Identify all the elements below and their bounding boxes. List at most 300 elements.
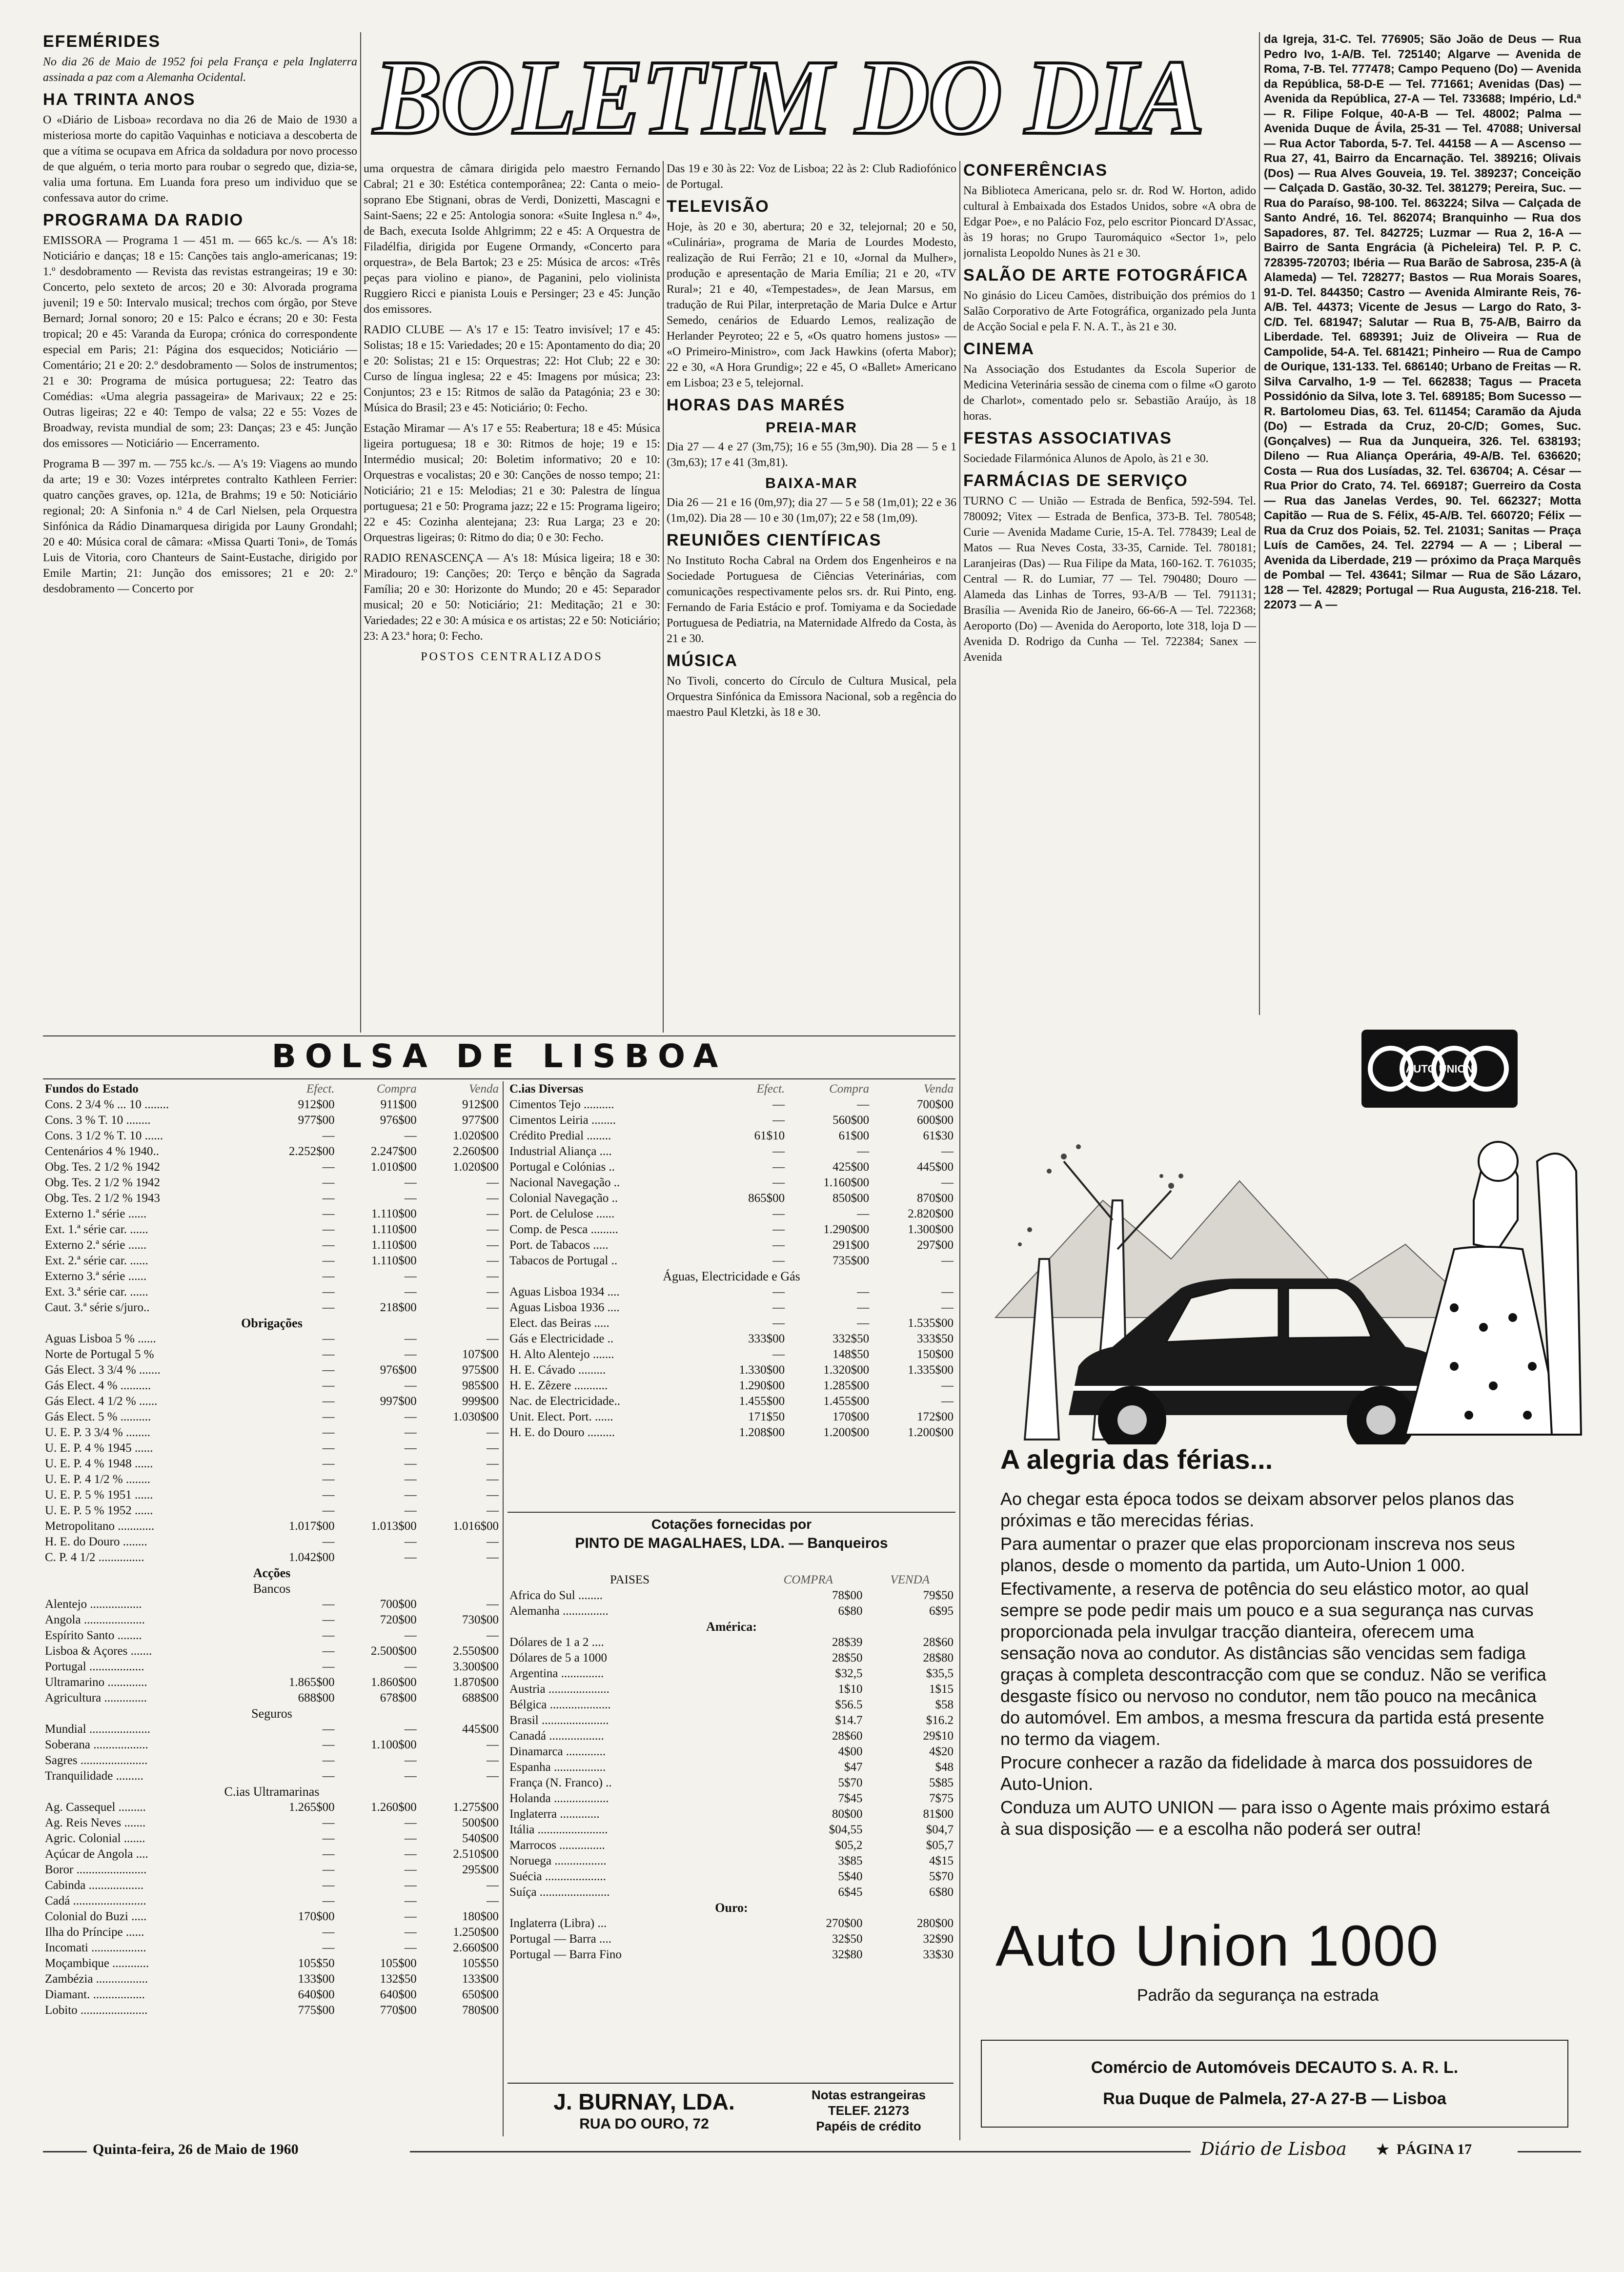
- row-value: —: [404, 1473, 417, 1486]
- row-value: 1.020$00: [453, 1160, 499, 1174]
- row-value: —: [404, 1176, 417, 1189]
- ad-brand: Auto Union 1000: [995, 1914, 1440, 1978]
- table-row: [43, 1097, 501, 1113]
- row-value: —: [322, 1207, 335, 1220]
- table-row: [508, 1931, 955, 1947]
- row-value: —: [404, 1723, 417, 1736]
- row-value: 1.455$00: [823, 1395, 870, 1408]
- row-value: —: [487, 1270, 499, 1283]
- row-label: Portugal — Barra Fino: [509, 1948, 622, 1961]
- row-value: —: [404, 1192, 417, 1205]
- row-label: Boror .......................: [45, 1863, 147, 1876]
- dealer-line-1: Comércio de Automóveis DECAUTO S. A. R. L.: [1091, 2058, 1459, 2077]
- table-row: [508, 1775, 955, 1791]
- row-label: Moçambique ............: [45, 1957, 149, 1970]
- row-value: 870$00: [917, 1192, 954, 1205]
- row-value: —: [857, 1145, 870, 1158]
- bolsa-rule-bottom: [43, 1078, 955, 1079]
- row-value: 28$60: [923, 1636, 954, 1649]
- farmacias-title: FARMÁCIAS DE SERVIÇO: [963, 471, 1188, 490]
- row-value: 2.260$00: [453, 1145, 499, 1158]
- burnay-telef: TELEF. 21273: [828, 2103, 910, 2118]
- row-value: 640$00: [298, 1988, 335, 2001]
- row-value: 1.110$00: [371, 1238, 417, 1252]
- table-row: [43, 1956, 501, 1971]
- auto-union-ad: [966, 1015, 1586, 2137]
- row-value: 6$80: [838, 1604, 863, 1618]
- row-label: Cadá ........................: [45, 1894, 146, 1907]
- row-label: Port. de Celulose ......: [509, 1207, 615, 1220]
- row-value: 133$00: [298, 1972, 335, 1986]
- row-label: Cons. 3 % T. 10 ........: [45, 1114, 151, 1127]
- row-value: 148$50: [832, 1348, 870, 1361]
- row-value: —: [322, 1488, 335, 1501]
- ad-body: [1000, 1488, 1552, 1840]
- row-value: 5$40: [838, 1870, 863, 1883]
- row-value: —: [404, 1129, 417, 1142]
- row-value: —: [322, 1847, 335, 1861]
- row-value: —: [404, 1816, 417, 1829]
- row-value: —: [941, 1176, 954, 1189]
- row-value: 333$00: [748, 1332, 785, 1345]
- row-value: 1.208$00: [739, 1426, 785, 1439]
- logo-text: AUTO UNION: [1405, 1063, 1474, 1075]
- table-row: [508, 1697, 955, 1713]
- row-value: —: [857, 1317, 870, 1330]
- row-value: —: [322, 1223, 335, 1236]
- ad-body-p1: Ao chegar esta época todos se deixam absorver pelos planos das próximas e tão merecidas férias.: [1000, 1489, 1514, 1530]
- row-value: —: [404, 1348, 417, 1361]
- row-value: —: [487, 1301, 499, 1314]
- row-label: Bélgica ....................: [509, 1698, 611, 1711]
- row-value: —: [322, 1332, 335, 1345]
- col2-renascenca: RADIO RENASCENÇA — A's 18: Música ligeira; 18 e 30: Miradouro; 19: Canções; 20: Terço e bênção da Sagrada Família; 20 e 30: Horizonte do Mundo; 20 e 45: Separador musical; 20 e 50: Noticiário; 21: Meditação; 21 e 30: Variedades; 22 e 30: A música e os artistas; 22 e 50: Noticiário; 23: A 23.ª hora; 0: Fecho.: [364, 552, 660, 643]
- table-row: [43, 1191, 501, 1206]
- burnay-name: J. BURNAY, LDA.: [553, 2089, 735, 2114]
- table-group-row: [43, 1784, 501, 1800]
- row-value: 1.260$00: [371, 1801, 417, 1814]
- row-value: 1.110$00: [371, 1254, 417, 1267]
- row-value: —: [772, 1238, 785, 1252]
- row-value: 170$00: [832, 1410, 870, 1423]
- row-value: 865$00: [748, 1192, 785, 1205]
- column-4: [963, 161, 1256, 1033]
- row-value: 78$00: [832, 1589, 863, 1602]
- bolsa-right-table: [508, 1081, 955, 1511]
- trinta-anos-text: O «Diário de Lisboa» recordava no dia 26 de Maio de 1930 a misteriosa morte do capitão Vaquinhas e noticiava a descoberta de que a vítima se ocupava em Africa da soldadura por novo processo de que alguém, o teria morto para roubar o segredo que, dizia-se, valia uma fortuna. Em Luanda fora preso um individuo que se confessava autor do crime.: [43, 114, 357, 204]
- row-value: —: [404, 1441, 417, 1455]
- row-label: Externo 2.ª série ......: [45, 1238, 147, 1252]
- table-row: [508, 1425, 955, 1440]
- row-label: Colonial Navegação ..: [509, 1192, 618, 1205]
- table-row: [43, 1831, 501, 1846]
- row-value: —: [404, 1769, 417, 1783]
- row-label: Açúcar de Angola ....: [45, 1847, 148, 1861]
- burnay-address: RUA DO OURO, 72: [579, 2116, 709, 2132]
- row-label: Gás Elect. 5 % ..........: [45, 1410, 151, 1423]
- cotacoes-title: Cotações fornecidas por: [651, 1517, 812, 1532]
- farmacias-text: TURNO C — União — Estrada de Benfica, 592-594. Tel. 780092; Vitex — Estrada de Benfica, 373-B. Tel. 780548; Curie — Avenida Madame Curie, 15-A. Tel. 778439; Leal de Matos — Rua Neves Costa, 33-35, Carnide. Tel. 780181; Laranjeiras (Das) — Rua Filipe da Mata, 160-162. T. 761035; Central — R. do Lumiar, 77 — Tel. 790480; Douro — Alameda das Linhas de Torres, 93-A/B — Tel. 791131; Brasília — Avenida Rio de Janeiro, 66-66-A — Tel. 722368; Aeroporto (Do) — Avenida do Aeroporto, lote 318, loja D — Avenida D. Rodrigo da Cunha — Tel. 722384; Sanex — Avenida: [963, 495, 1256, 664]
- ad-body-p3: Efectivamente, a reserva de potência do seu elástico motor, ao qual sempre se pode pedir mais um pouco e a sua segurança nas curvas proporcionada pela invulgar tracção dianteira, oferecem uma sensação nova ao condutor. As distâncias são vencidas sem fadiga graças à completa descontracção com que se conduz. Não se verifica desgaste físico ou nervoso no condutor, nem tão pouco na mecânica do automóvel. Em ambos, a mesma frescura da partida está presente no termo da viagem.: [1000, 1579, 1546, 1749]
- conferencias-title: CONFERÊNCIAS: [963, 161, 1108, 180]
- table-row: [508, 1603, 955, 1619]
- row-value: —: [857, 1098, 870, 1111]
- row-label: Africa do Sul ........: [509, 1589, 603, 1602]
- row-value: —: [322, 1192, 335, 1205]
- row-value: —: [487, 1238, 499, 1252]
- table-row: [508, 1191, 955, 1206]
- header-efect: Efect.: [306, 1082, 335, 1095]
- row-value: —: [322, 1238, 335, 1252]
- row-value: —: [322, 1379, 335, 1392]
- table-row: [43, 1487, 501, 1503]
- row-value: 6$80: [929, 1886, 954, 1899]
- row-value: 999$00: [462, 1395, 499, 1408]
- row-label: U. E. P. 4 % 1948 ......: [45, 1457, 153, 1470]
- row-value: —: [404, 1629, 417, 1642]
- bolsa-divider: [503, 1081, 504, 2136]
- row-value: 650$00: [462, 1988, 499, 2001]
- table-row: [43, 1597, 501, 1612]
- row-label: Angola ....................: [45, 1613, 145, 1626]
- row-value: —: [404, 1754, 417, 1767]
- row-label: Incomati ..................: [45, 1941, 146, 1954]
- row-label: Mundial ....................: [45, 1723, 150, 1736]
- burnay-papeis: Papéis de crédito: [816, 2119, 921, 2133]
- table-row: [508, 1159, 955, 1175]
- row-value: —: [322, 1769, 335, 1783]
- table-row: [43, 1690, 501, 1706]
- group-label: C.ias Ultramarinas: [224, 1785, 320, 1799]
- row-value: 171$50: [748, 1410, 785, 1423]
- table-row: [43, 1362, 501, 1378]
- row-value: $56.5: [835, 1698, 863, 1711]
- row-value: 720$00: [380, 1613, 417, 1626]
- row-value: 976$00: [380, 1363, 417, 1377]
- row-label: Suécia ....................: [509, 1870, 606, 1883]
- row-value: 1.042$00: [288, 1551, 335, 1564]
- row-label: H. E. do Douro .........: [509, 1426, 615, 1439]
- row-label: Canadá ..................: [509, 1729, 604, 1743]
- row-label: Gás Elect. 4 1/2 % ......: [45, 1395, 158, 1408]
- row-value: —: [322, 1738, 335, 1751]
- row-value: $04,7: [926, 1823, 954, 1836]
- table-row: [508, 1394, 955, 1409]
- row-value: —: [404, 1941, 417, 1954]
- row-value: 1.020$00: [453, 1129, 499, 1142]
- row-label: H. E. Cávado .........: [509, 1363, 606, 1377]
- row-value: —: [322, 1426, 335, 1439]
- table-row: [508, 1947, 955, 1963]
- table-row: [43, 1519, 501, 1534]
- row-value: 105$50: [462, 1957, 499, 1970]
- row-value: 1.030$00: [453, 1410, 499, 1423]
- column-divider: [663, 161, 664, 1033]
- row-label: Lobito ......................: [45, 2004, 148, 2017]
- ad-body-p5: Conduza um AUTO UNION — para isso o Agente mais próximo estará à sua disposição — e a escolha não poderá ser outra!: [1000, 1797, 1550, 1839]
- header-diversas: C.ias Diversas: [509, 1082, 584, 1095]
- mares-title: HORAS DAS MARÉS: [667, 396, 846, 414]
- row-value: 540$00: [462, 1832, 499, 1845]
- col2-radio-clube: RADIO CLUBE — A's 17 e 15: Teatro invisível; 17 e 45: Solistas; 18 e 15: Variedades; 20 e 15: Apontamento do dia; 20 e 20: Solistas; 21 e 15: Orquestras; 22: Hot Club; 22 e 30: Curso de língua inglesa; 22 e 45: Imagens por música; 23: Conjuntos; 23 e 15: Ritmos de salão da Patagónia; 23 e 30: Música do Brasil; 23 e 45: Noticiário; 0: Fecho.: [364, 324, 660, 414]
- row-value: 2.550$00: [453, 1644, 499, 1658]
- row-value: 1.535$00: [908, 1317, 954, 1330]
- row-value: 7$75: [929, 1792, 954, 1805]
- row-label: Alentejo .................: [45, 1598, 142, 1611]
- row-value: 61$30: [923, 1129, 954, 1142]
- row-value: 29$10: [923, 1729, 954, 1743]
- row-value: —: [404, 1270, 417, 1283]
- bolsa-rule-top: [43, 1035, 955, 1036]
- row-value: 1.110$00: [371, 1223, 417, 1236]
- header-venda: VENDA: [890, 1573, 930, 1586]
- row-label: Industrial Aliança ....: [509, 1145, 612, 1158]
- row-value: —: [487, 1551, 499, 1564]
- row-value: 678$00: [380, 1691, 417, 1704]
- row-value: 297$00: [917, 1238, 954, 1252]
- row-value: 1.017$00: [288, 1520, 335, 1533]
- row-label: Lisboa & Açores .......: [45, 1644, 152, 1658]
- row-label: Nac. de Electricidade..: [509, 1395, 620, 1408]
- row-value: —: [772, 1145, 785, 1158]
- row-value: 218$00: [380, 1301, 417, 1314]
- footer-rule-right: [1518, 2151, 1581, 2152]
- table-row: [43, 1237, 501, 1253]
- musica-text: No Tivoli, concerto do Círculo de Cultura Musical, pela Orquestra Sinfónica da Emissora Nacional, sob a regência do maestro Paul Kletzki, às 18 e 30.: [667, 675, 956, 719]
- row-label: Portugal — Barra ....: [509, 1932, 611, 1946]
- row-value: —: [404, 1879, 417, 1892]
- row-value: —: [404, 1847, 417, 1861]
- table-row: [43, 1753, 501, 1768]
- preia-mar-title: PREIA-MAR: [766, 420, 857, 436]
- table-row: [43, 1722, 501, 1737]
- row-value: —: [772, 1098, 785, 1111]
- baixa-mar-title: BAIXA-MAR: [765, 475, 858, 491]
- row-value: —: [487, 1598, 499, 1611]
- group-label: Obrigações: [241, 1316, 303, 1330]
- reunioes-title: REUNIÕES CIENTÍFICAS: [667, 531, 882, 549]
- table-row: [43, 1472, 501, 1487]
- row-value: —: [487, 1738, 499, 1751]
- row-value: $05,2: [835, 1839, 863, 1852]
- header-efect: Efect.: [756, 1082, 785, 1095]
- table-row: [43, 1222, 501, 1237]
- boletim-do-dia-banner: [364, 33, 1213, 155]
- row-value: $48: [935, 1761, 954, 1774]
- row-label: Tabacos de Portugal ..: [509, 1254, 618, 1267]
- row-value: —: [322, 1816, 335, 1829]
- row-value: —: [487, 1629, 499, 1642]
- table-row: [508, 1791, 955, 1806]
- row-value: 5$70: [929, 1870, 954, 1883]
- row-label: Norte de Portugal 5 %: [45, 1348, 154, 1361]
- row-value: 2.500$00: [371, 1644, 417, 1658]
- row-value: —: [404, 1863, 417, 1876]
- table-row: [43, 1300, 501, 1316]
- table-row: [508, 1713, 955, 1728]
- footer-page: PÁGINA 17: [1397, 2141, 1472, 2157]
- footer-rule-left: [43, 2151, 87, 2152]
- row-value: 32$50: [832, 1932, 863, 1946]
- row-value: —: [322, 1160, 335, 1174]
- row-value: 1.265$00: [288, 1801, 335, 1814]
- row-value: —: [322, 1285, 335, 1298]
- row-value: —: [487, 1441, 499, 1455]
- table-row: [43, 1144, 501, 1159]
- row-label: Aguas Lisboa 5 % ......: [45, 1332, 156, 1345]
- table-row: [43, 1659, 501, 1675]
- row-value: 132$50: [380, 1972, 417, 1986]
- row-value: $58: [935, 1698, 954, 1711]
- row-value: $35,5: [926, 1667, 954, 1680]
- row-value: 180$00: [462, 1910, 499, 1923]
- row-value: 291$00: [832, 1238, 870, 1252]
- table-row: [43, 1987, 501, 2003]
- burnay-ad: [508, 2083, 954, 2136]
- row-value: 61$00: [838, 1129, 870, 1142]
- row-label: Dólares de 1 a 2 ....: [509, 1636, 604, 1649]
- row-value: 1.320$00: [823, 1363, 870, 1377]
- table-row: [508, 1316, 955, 1331]
- row-value: 1.100$00: [371, 1738, 417, 1751]
- footer-star-icon: ★: [1376, 2142, 1389, 2158]
- table-row: [508, 1760, 955, 1775]
- cambios-table-wrap: [508, 1572, 955, 2080]
- table-row: [508, 1362, 955, 1378]
- trinta-anos-title: HA TRINTA ANOS: [43, 90, 196, 109]
- programa-radio-text-1: EMISSORA — Programa 1 — 451 m. — 665 kc./s. — A's 18: Noticiário e danças; 18 e 15: Canções tais anglo-americanas; 19: 1.º desdobramento — Revista das revistas estrangeiras; 19 e 30: Concerto, pelo sexteto de arcos; 20 e 30: Alvorada programa juvenil; 19 e 50: Intervalo musical; trechos com órgão, por Steve Bernard; Jornal sonoro; 20 e 15: Palco e écrans; 20 e 30: Festa tropical; 20 e 45: Varanda da Europa; crónica do correspondente especial em Paris; 21: Página dos esquecidos; Noticiário — Comentário; 21 e 20: 2.º desdobramento — Solos de instrumentos; 21 e 30: Programa de música portuguesa; 22: Teatro das Comédias: «Uma alegria passageira» de Marivaux; 22 e 25: Outras ligeiras; 22 e 40: Tempo de valsa; 22 e 55: Vozes de Broadway, revista mundial de som; 23: Danças; 23 e 45: Junção dos emissores — Noticiário — Encerramento.: [43, 234, 357, 450]
- column-divider: [1259, 32, 1260, 1033]
- row-value: —: [941, 1395, 954, 1408]
- row-value: —: [941, 1301, 954, 1314]
- row-value: 4$15: [929, 1854, 954, 1867]
- row-label: U. E. P. 3 3/4 % ........: [45, 1426, 150, 1439]
- row-value: —: [487, 1254, 499, 1267]
- row-value: —: [322, 1598, 335, 1611]
- row-label: Cabinda ..................: [45, 1879, 144, 1892]
- row-value: —: [404, 1332, 417, 1345]
- table-row: [43, 1534, 501, 1550]
- row-value: —: [487, 1488, 499, 1501]
- row-value: —: [322, 1363, 335, 1377]
- row-label: Crédito Predial ........: [509, 1129, 611, 1142]
- header-compra: Compra: [376, 1082, 417, 1095]
- row-value: —: [941, 1379, 954, 1392]
- row-label: H. E. Zêzere ...........: [509, 1379, 608, 1392]
- table-row: [43, 1550, 501, 1565]
- row-value: —: [857, 1301, 870, 1314]
- header-venda: Venda: [923, 1082, 954, 1095]
- row-value: $05,7: [926, 1839, 954, 1852]
- row-value: —: [404, 1379, 417, 1392]
- row-value: 3$85: [838, 1854, 863, 1867]
- row-value: $14.7: [835, 1714, 863, 1727]
- table-row: [43, 1331, 501, 1347]
- header-compra: COMPRA: [783, 1573, 833, 1586]
- row-value: —: [772, 1176, 785, 1189]
- cotacoes-rule: [508, 1512, 955, 1513]
- row-label: Metropolitano ............: [45, 1520, 155, 1533]
- salao-text: No ginásio do Liceu Camões, distribuição dos prémios do 1 Salão Corporativo de Arte Fotográfica, organizado pela Junta de Acção Social e pela F. N. A. T., às 21 e 30.: [963, 289, 1256, 333]
- musica-title: MÚSICA: [667, 651, 738, 670]
- row-value: —: [772, 1223, 785, 1236]
- televisao-title: TELEVISÃO: [667, 197, 770, 216]
- table-row: [508, 1822, 955, 1838]
- row-value: —: [857, 1285, 870, 1298]
- row-label: Cons. 3 1/2 % T. 10 ......: [45, 1129, 163, 1142]
- fundos-table: [43, 1081, 501, 2018]
- table-row: [508, 1744, 955, 1760]
- footer-date: Quinta-feira, 26 de Maio de 1960: [93, 2141, 299, 2157]
- row-value: 295$00: [462, 1863, 499, 1876]
- table-group-row: [43, 1706, 501, 1722]
- row-value: 985$00: [462, 1379, 499, 1392]
- row-value: —: [322, 1754, 335, 1767]
- group-label: América:: [706, 1620, 757, 1634]
- row-label: Obg. Tes. 2 1/2 % 1943: [45, 1192, 160, 1205]
- row-value: —: [322, 1535, 335, 1548]
- header-paises: PAISES: [609, 1573, 650, 1586]
- row-label: Austria ....................: [509, 1683, 609, 1696]
- reunioes-text: No Instituto Rocha Cabral na Ordem dos Engenheiros e na Sociedade Portuguesa de Ciências Veterinárias, com comunicações respectivamente pelos srs. dr. Rui Pinto, eng. Fernando de Faria Estácio e prof. Tomiyama e da Sociedade Portuguesa de Pediatria, na Maternidade Alfredo da Costa, às 21 e 30.: [667, 554, 956, 645]
- row-value: 2.510$00: [453, 1847, 499, 1861]
- row-value: 5$70: [838, 1776, 863, 1789]
- table-row: [508, 1588, 955, 1603]
- row-value: —: [322, 1504, 335, 1517]
- row-label: França (N. Franco) ..: [509, 1776, 612, 1789]
- table-row: [508, 1650, 955, 1666]
- row-value: —: [322, 1723, 335, 1736]
- row-label: Cimentos Tejo ..........: [509, 1098, 614, 1111]
- row-label: U. E. P. 4 1/2 % ........: [45, 1473, 150, 1486]
- row-value: 28$50: [832, 1651, 863, 1664]
- row-value: 80$00: [832, 1807, 863, 1821]
- row-label: Aguas Lisboa 1936 ....: [509, 1301, 620, 1314]
- row-value: 1.290$00: [739, 1379, 785, 1392]
- table-row: [508, 1128, 955, 1144]
- row-label: Diamant. .................: [45, 1988, 145, 2001]
- row-value: 560$00: [832, 1114, 870, 1127]
- row-value: —: [772, 1160, 785, 1174]
- row-value: —: [772, 1207, 785, 1220]
- row-value: —: [404, 1535, 417, 1548]
- table-group-row: [43, 1581, 501, 1597]
- bolsa-left-table: [43, 1081, 501, 2136]
- table-row: [43, 1269, 501, 1284]
- row-label: Gás Elect. 3 3/4 % .......: [45, 1363, 161, 1377]
- row-label: Espanha .................: [509, 1761, 606, 1774]
- row-value: —: [487, 1754, 499, 1767]
- row-value: 1.250$00: [453, 1926, 499, 1939]
- row-value: 1.275$00: [453, 1801, 499, 1814]
- row-label: Caut. 3.ª série s/juro..: [45, 1301, 150, 1314]
- row-label: Ultramarino .............: [45, 1676, 147, 1689]
- diversas-table: [508, 1081, 955, 1440]
- row-value: —: [322, 1941, 335, 1954]
- footer-rule-mid: [410, 2151, 1191, 2152]
- row-value: 1.160$00: [823, 1176, 870, 1189]
- row-label: Ext. 2.ª série car. ......: [45, 1254, 148, 1267]
- row-label: Externo 1.ª série ......: [45, 1207, 147, 1220]
- row-value: 105$00: [380, 1957, 417, 1970]
- row-value: 1.016$00: [453, 1520, 499, 1533]
- row-value: —: [487, 1457, 499, 1470]
- table-row: [43, 1284, 501, 1300]
- table-row: [43, 1643, 501, 1659]
- header-fundos: Fundos do Estado: [45, 1082, 139, 1095]
- row-value: —: [772, 1254, 785, 1267]
- row-value: 977$00: [298, 1114, 335, 1127]
